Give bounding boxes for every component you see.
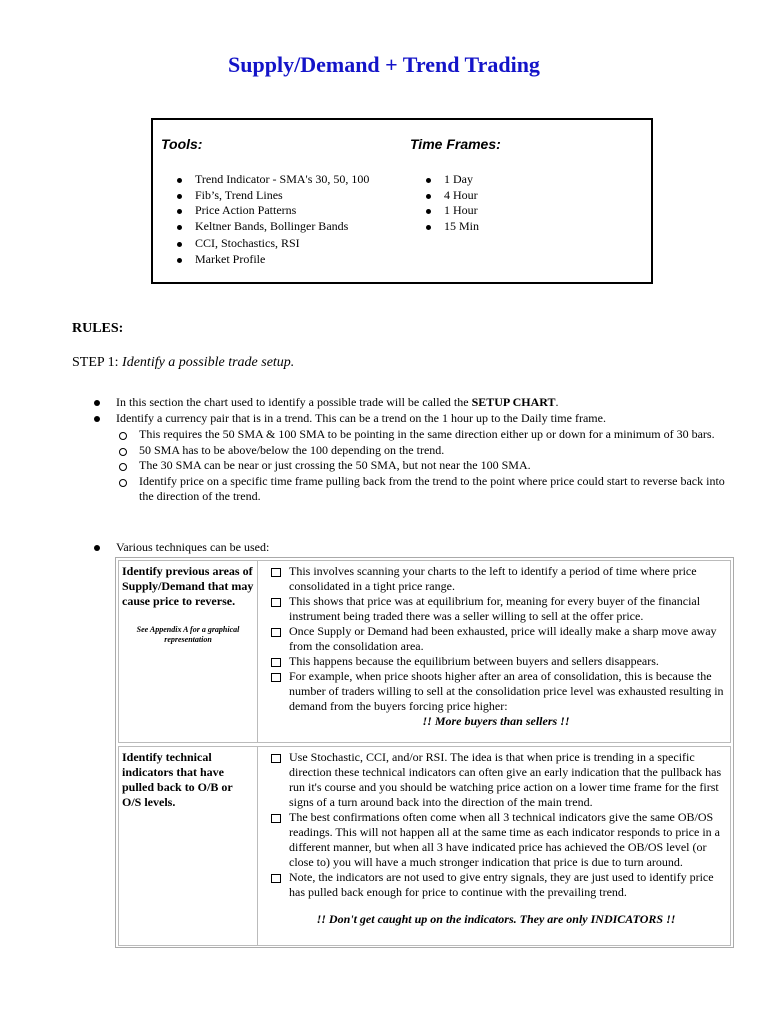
checkbox-item: Use Stochastic, CCI, and/or RSI. The idea is that when price is trending in a specific direction these technical indicators can often give an early indication that the pullback has run it's course and you should be watching price action on a lower time frame for the first signs of a turn around back into the direction of the main trend. xyxy=(265,750,727,810)
bullet-text: In this section the chart used to identify a possible trade will be called the xyxy=(116,395,472,409)
setup-chart-term: SETUP CHART xyxy=(471,395,556,409)
time-frames-list xyxy=(410,172,501,234)
page-title: Supply/Demand + Trend Trading xyxy=(228,52,540,77)
step-label: STEP 1: xyxy=(72,355,123,370)
sub-bullet: 50 SMA has to be above/below the 100 depending on the trend. xyxy=(116,443,732,459)
time-frame-item: 1 Hour xyxy=(410,203,501,219)
table-row-content-cell xyxy=(259,561,730,742)
bullet-currency-pair: Identify a currency pair that is in a trend. This can be a trend on the 1 hour up to the Daily time frame. xyxy=(92,411,732,427)
various-techniques xyxy=(92,540,269,555)
emphasis-note: !! Don't get caught up on the indicators. They are only INDICATORS !! xyxy=(316,912,676,926)
tools-item: Fib’s, Trend Lines xyxy=(161,188,369,204)
checkbox-item: This involves scanning your charts to the left to identify a period of time where price consolidated in a tight price range. xyxy=(265,564,727,594)
sub-bullet: The 30 SMA can be near or just crossing the 50 SMA, but not near the 100 SMA. xyxy=(116,458,732,474)
tools-item: CCI, Stochastics, RSI xyxy=(161,236,369,252)
checkbox-list xyxy=(265,750,727,900)
time-frames-column xyxy=(410,136,501,234)
bullet-text-end: . xyxy=(555,395,559,409)
table-row-heading-cell xyxy=(119,747,258,945)
time-frame-item: 1 Day xyxy=(410,172,501,188)
checkbox-item: Once Supply or Demand had been exhausted, price will ideally make a sharp move away from the consolidation area. xyxy=(265,624,727,654)
time-frames-heading: Time Frames: xyxy=(410,136,501,152)
checkbox-item: The best confirmations often come when all 3 technical indicators give the same OB/OS readings. This will not happen all at the same time as each indicator responds to price in a different manner, but when all 3 have indicated price has achieved the OB/OS level (or close to) you will have a much stronger indication that price is due to turn around. xyxy=(265,810,727,870)
tools-item: Trend Indicator - SMA's 30, 50, 100 xyxy=(161,172,369,188)
sub-bullet-list xyxy=(116,427,732,505)
checkbox-item: This happens because the equilibrium between buyers and sellers disappears. xyxy=(265,654,727,669)
rules-bullets xyxy=(92,395,732,505)
tools-list xyxy=(161,172,369,267)
tools-item: Market Profile xyxy=(161,252,369,268)
table-row xyxy=(118,560,731,743)
sub-bullet: Identify price on a specific time frame pulling back from the trend to the point where price could start to reverse back into the direction of the trend. xyxy=(116,474,732,505)
checkbox-list xyxy=(265,564,727,714)
bullet-setup-chart xyxy=(92,395,732,411)
checkbox-item: For example, when price shoots higher after an area of consolidation, this is because the number of traders willing to sell at the consolidation price level was exhausted resulting in demand from the buyers forcing price higher: xyxy=(265,669,727,714)
tools-column xyxy=(161,136,369,267)
emphasis-note: !! More buyers than sellers !! xyxy=(422,714,570,728)
table-row-heading-cell xyxy=(119,561,258,742)
techniques-table xyxy=(115,557,734,948)
checkbox-item: Note, the indicators are not used to give entry signals, they are just used to identify price has pulled back enough for price to continue with the prevailing trend. xyxy=(265,870,727,900)
tools-item: Keltner Bands, Bollinger Bands xyxy=(161,219,369,235)
time-frame-item: 4 Hour xyxy=(410,188,501,204)
rules-heading: RULES: xyxy=(72,321,124,336)
step-text: Identify a possible trade setup. xyxy=(122,355,295,370)
tools-item: Price Action Patterns xyxy=(161,203,369,219)
sub-bullet: This requires the 50 SMA & 100 SMA to be pointing in the same direction either up or down for a minimum of 30 bars. xyxy=(116,427,732,443)
row-heading: Identify previous areas of Supply/Demand that may cause price to reverse. xyxy=(122,564,254,608)
table-row-content-cell xyxy=(259,747,730,945)
table-row xyxy=(118,746,731,946)
row-heading: Identify technical indicators that have pulled back to O/B or O/S levels. xyxy=(122,750,233,809)
step-heading xyxy=(72,355,294,371)
checkbox-item: This shows that price was at equilibrium for, meaning for every buyer of the financial instrument being traded there was a seller willing to sell at the offer price. xyxy=(265,594,727,624)
appendix-note: See Appendix A for a graphical representation xyxy=(136,625,240,644)
tools-box xyxy=(151,118,653,284)
tools-heading: Tools: xyxy=(161,136,203,152)
bullet-various: Various techniques can be used: xyxy=(92,540,269,555)
time-frame-item: 15 Min xyxy=(410,219,501,235)
